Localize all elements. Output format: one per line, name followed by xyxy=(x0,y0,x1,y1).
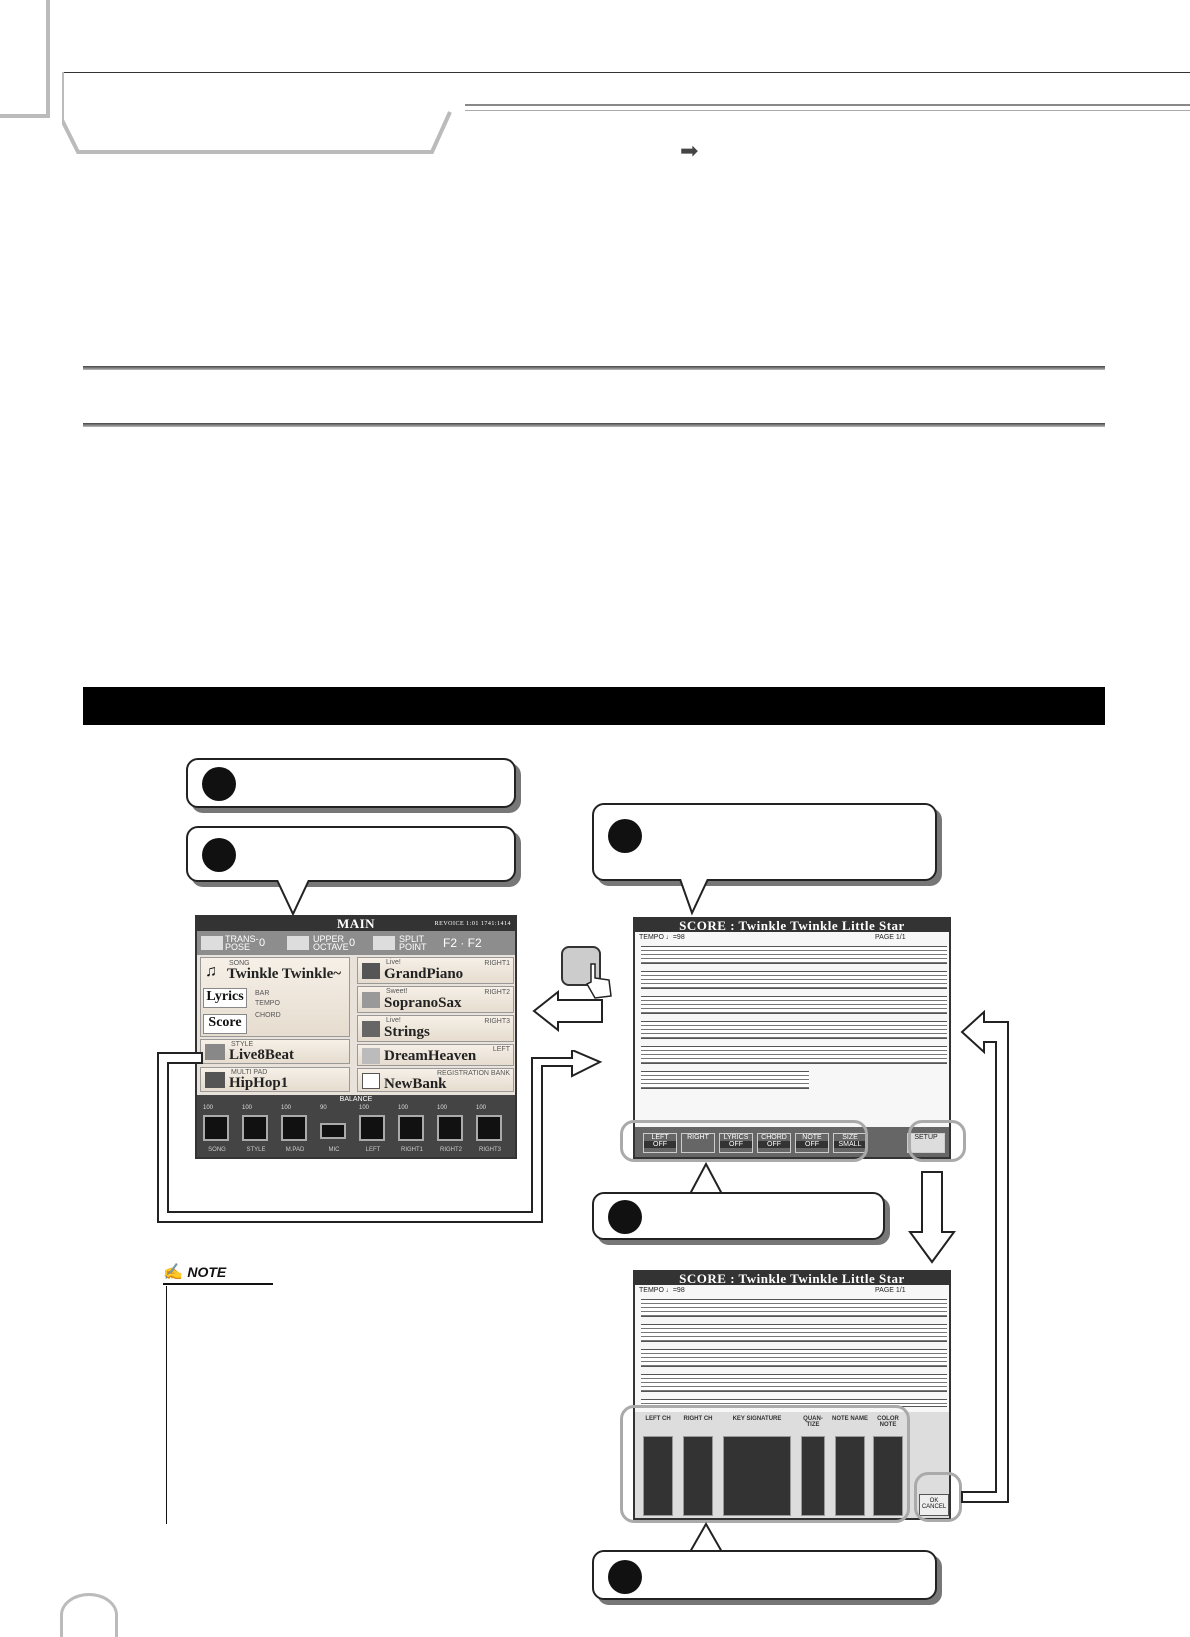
staff-line xyxy=(641,1299,947,1317)
right3-label: Live! xyxy=(386,1017,401,1024)
callout-pointer xyxy=(275,880,325,918)
header-tab xyxy=(62,72,482,162)
balance-label: BALANCE xyxy=(339,1096,373,1103)
highlight-tabs xyxy=(620,1120,868,1162)
sax-icon xyxy=(362,992,380,1008)
chord-label: CHORD xyxy=(255,1012,281,1019)
score-tab-label: RIGHT xyxy=(687,1134,709,1141)
song-label: SONG xyxy=(229,960,250,967)
split-point-values[interactable]: F2 · F2 xyxy=(443,936,482,950)
octave-icon xyxy=(287,936,309,950)
section-rule-bottom xyxy=(83,423,1105,427)
note-heading xyxy=(163,1262,273,1282)
highlight-setup xyxy=(908,1120,966,1162)
note-sidebar xyxy=(166,1286,167,1524)
staff-line xyxy=(641,971,947,989)
lyrics-button[interactable]: Lyrics xyxy=(203,988,247,1008)
balance-value: 100 xyxy=(437,1105,448,1111)
setup-column-label: KEY SIGNATURE xyxy=(732,1416,782,1422)
callout-step-3 xyxy=(592,803,937,881)
piano-icon xyxy=(362,963,380,979)
callout-pointer xyxy=(688,1162,738,1194)
setup-title: SCORE : Twinkle Twinkle Little Star xyxy=(635,1272,949,1285)
right3-voice[interactable]: Strings xyxy=(384,1024,430,1040)
callout-step-4 xyxy=(592,1192,885,1240)
right2-tag: RIGHT2 xyxy=(484,989,510,996)
balance-value: 100 xyxy=(398,1105,409,1111)
staff-line xyxy=(641,946,947,964)
balance-channel-label: RIGHT3 xyxy=(478,1147,501,1153)
balance-channel-label: M.PAD xyxy=(285,1147,305,1153)
setup-column-label: LEFT CH xyxy=(645,1416,671,1422)
score-tab-label: CHORD xyxy=(761,1134,787,1141)
step-bullet xyxy=(202,838,236,872)
return-arrow-icon xyxy=(152,1050,622,1225)
score-tab-value: OFF xyxy=(758,1141,790,1148)
song-name[interactable]: Twinkle Twinkle~ xyxy=(227,966,342,982)
highlight-ok-cancel xyxy=(914,1472,962,1522)
setup-column-label: RIGHT CH xyxy=(683,1416,713,1422)
pencil-icon: ✍ xyxy=(163,1264,183,1281)
main-title: MAIN REVOICE 1:01 1741:1414 xyxy=(197,917,515,931)
setup-column-label: NOTE NAME xyxy=(832,1416,868,1422)
score-tab-value: OFF xyxy=(796,1141,828,1148)
transpose-icon xyxy=(201,936,223,950)
right2-voice[interactable]: SopranoSax xyxy=(384,995,462,1011)
music-note-icon: ♫ xyxy=(205,963,217,980)
score-tab-label: SIZE xyxy=(842,1134,858,1141)
score-tab-value: SMALL xyxy=(834,1141,866,1148)
right1-voice[interactable]: GrandPiano xyxy=(384,966,464,982)
staff-line xyxy=(641,996,947,1014)
staff-line xyxy=(641,1374,947,1392)
right2-panel[interactable] xyxy=(357,986,514,1013)
tempo-label: TEMPO xyxy=(255,1000,280,1007)
setup-column-label: QUAN-TIZE xyxy=(803,1416,823,1428)
callout-step-1 xyxy=(186,758,516,808)
style-name[interactable]: Live8Beat xyxy=(229,1047,294,1063)
upper-octave-label: UPPER OCTAVE xyxy=(313,934,349,952)
right1-label: Live! xyxy=(386,959,401,966)
return-up-arrow-icon xyxy=(960,1010,1030,1510)
left-voice[interactable]: DreamHeaven xyxy=(384,1048,477,1064)
balance-channel-label: SONG xyxy=(208,1147,226,1153)
balance-value: 100 xyxy=(476,1105,487,1111)
arrow-left-icon xyxy=(532,990,604,1032)
step-bullet xyxy=(608,1560,642,1594)
main-top-info: REVOICE 1:01 1741:1414 xyxy=(434,921,511,927)
callout-step-5 xyxy=(592,1550,937,1600)
arrow-down-icon xyxy=(908,1170,956,1265)
multipad-label: MULTI PAD xyxy=(231,1069,268,1076)
setup-column-label: COLOR NOTE xyxy=(877,1416,899,1428)
staff-line xyxy=(641,1071,809,1089)
balance-value: 100 xyxy=(242,1105,253,1111)
regbank-label: REGISTRATION BANK xyxy=(437,1070,510,1077)
balance-channel-label: MIC xyxy=(328,1147,340,1153)
balance-value: 100 xyxy=(359,1105,370,1111)
step-bullet xyxy=(202,767,236,801)
split-point-label: SPLIT POINT xyxy=(399,934,427,952)
step-bullet xyxy=(608,819,642,853)
upper-octave-value[interactable]: 0 xyxy=(349,937,356,949)
score-tab-label: NOTE xyxy=(802,1134,822,1141)
transpose-value[interactable]: 0 xyxy=(259,937,266,949)
song-panel[interactable] xyxy=(200,957,350,1037)
arrow-right-icon: ➡ xyxy=(680,138,699,163)
setup-tempo: TEMPO ♩=98 xyxy=(639,1287,685,1294)
header-rule-2 xyxy=(465,104,1190,106)
score-tab-value: OFF xyxy=(720,1141,752,1148)
balance-value: 100 xyxy=(203,1105,214,1111)
note-underline xyxy=(163,1283,273,1285)
page-number-tab xyxy=(60,1593,118,1637)
score-title: SCORE : Twinkle Twinkle Little Star xyxy=(635,919,949,932)
split-point-icon xyxy=(373,936,395,950)
right3-tag: RIGHT3 xyxy=(484,1018,510,1025)
score-tab-label: SETUP xyxy=(914,1134,938,1141)
note-label: NOTE xyxy=(187,1264,227,1280)
section-rule-top xyxy=(83,366,1105,370)
right3-panel[interactable] xyxy=(357,1015,514,1042)
left-tag: LEFT xyxy=(492,1046,510,1053)
header-rule-3 xyxy=(465,110,1190,111)
score-page: PAGE 1/1 xyxy=(875,934,906,941)
bar-label: BAR xyxy=(255,990,270,997)
right1-tag: RIGHT1 xyxy=(484,960,510,967)
callout-pointer xyxy=(678,879,728,917)
balance-value: 90 xyxy=(320,1105,327,1111)
staff-line xyxy=(641,1324,947,1342)
callout-pointer xyxy=(688,1522,738,1552)
balance-channel-label: RIGHT2 xyxy=(439,1147,462,1153)
score-tab-label: LYRICS xyxy=(723,1134,749,1141)
score-tab-label: LEFT xyxy=(651,1134,669,1141)
regbank-name[interactable]: NewBank xyxy=(384,1076,447,1092)
score-tempo: TEMPO ♩=98 xyxy=(639,934,685,941)
right2-label: Sweet! xyxy=(386,988,408,995)
strings-icon xyxy=(362,1021,380,1037)
setup-page: PAGE 1/1 xyxy=(875,1287,906,1294)
balance-channel-label: STYLE xyxy=(246,1147,266,1153)
style-label: STYLE xyxy=(231,1041,254,1048)
balance-value: 100 xyxy=(281,1105,292,1111)
staff-line xyxy=(641,1046,947,1064)
balance-channel-label: LEFT xyxy=(365,1147,381,1153)
ok-cancel-button[interactable]: OK CANCEL xyxy=(919,1494,949,1516)
staff-line xyxy=(641,1349,947,1367)
main-top-bar xyxy=(197,931,515,955)
multipad-name[interactable]: HipHop1 xyxy=(229,1075,289,1091)
score-button[interactable]: Score xyxy=(203,1014,247,1034)
balance-channel-label: RIGHT1 xyxy=(400,1147,423,1153)
header-frame-left xyxy=(0,0,50,118)
transpose-label: TRANS-POSE xyxy=(225,934,259,952)
highlight-setup-columns xyxy=(620,1405,910,1523)
score-tab-value: OFF xyxy=(644,1141,676,1148)
section-heading-bar xyxy=(83,687,1105,725)
staff-line xyxy=(641,1021,947,1039)
right1-panel[interactable] xyxy=(357,957,514,984)
callout-step-2 xyxy=(186,826,516,882)
